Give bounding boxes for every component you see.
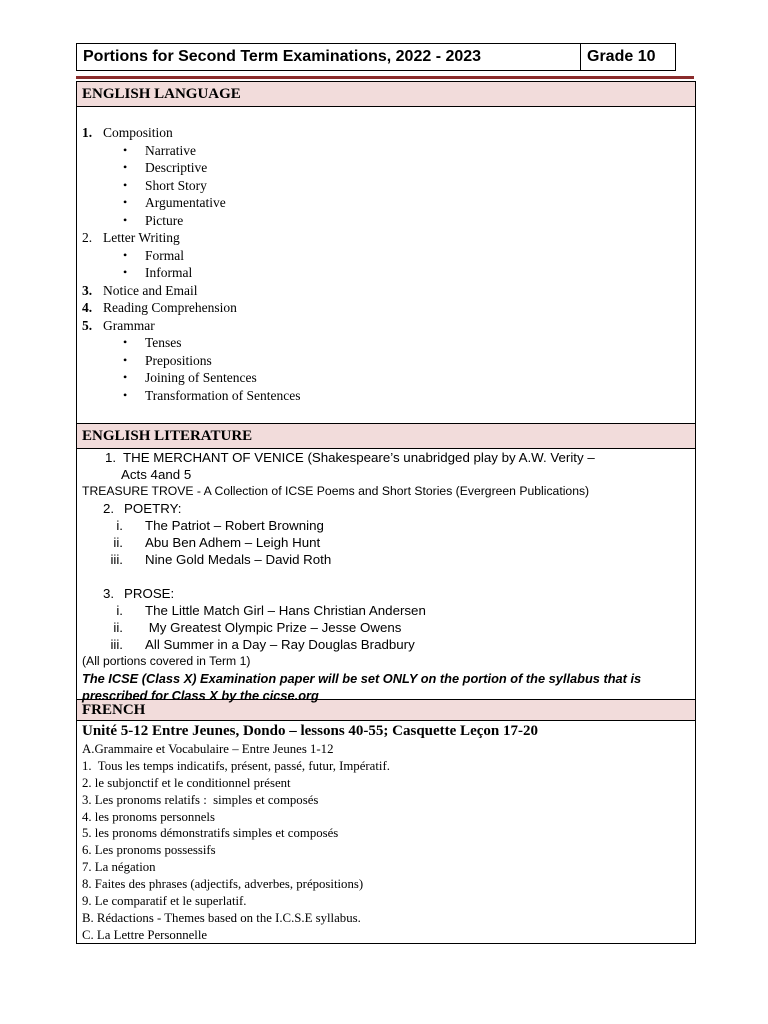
list-item — [77, 159, 695, 177]
list-item — [77, 247, 695, 265]
list-item — [77, 264, 695, 282]
list-item — [77, 212, 695, 230]
section-heading-english-language: ENGLISH LANGUAGE — [77, 82, 695, 107]
roman-number: i. — [116, 603, 123, 618]
subitem-label: Narrative — [145, 142, 196, 158]
list-item — [77, 369, 695, 387]
divider-rule — [76, 76, 694, 79]
list-text: All Summer in a Day – Ray Douglas Bradbury — [145, 637, 415, 652]
grade-label: Grade 10 — [587, 48, 656, 65]
bullet-icon: • — [123, 177, 128, 192]
list-item — [77, 387, 695, 405]
list-item: A.Grammaire et Vocabulaire – Entre Jeunes 1-12 — [82, 742, 334, 756]
icse-note-line-2: prescribed for Class X by the cicse.org — [82, 688, 319, 703]
roman-number: ii. — [113, 535, 123, 550]
item-label: Letter Writing — [103, 230, 180, 245]
icse-note-line-1: The ICSE (Class X) Examination paper will be set ONLY on the portion of the syllabus that is — [82, 671, 642, 686]
list-item — [77, 142, 695, 160]
list-item — [77, 585, 695, 602]
list-item: B. Rédactions - Themes based on the I.C.S.E syllabus. — [82, 910, 361, 925]
bullet-icon: • — [123, 265, 128, 279]
list-item — [77, 352, 695, 370]
play-acts: Acts 4and 5 — [121, 467, 192, 482]
poetry-label: POETRY: — [124, 501, 182, 516]
list-item: 8. Faites des phrases (adjectifs, adverbes, prépositions) — [82, 877, 364, 892]
subitem-label: Transformation of Sentences — [145, 387, 301, 403]
english-literature-content — [77, 449, 695, 703]
list-item: 5. les pronoms démonstratifs simples et composés — [82, 826, 339, 841]
subitem-label: Informal — [145, 265, 193, 280]
item-label: Grammar — [103, 317, 155, 333]
french-content — [77, 721, 695, 943]
list-item: 7. La négation — [82, 860, 156, 875]
list-text: My Greatest Olympic Prize – Jesse Owens — [145, 620, 402, 635]
subitem-label: Joining of Sentences — [145, 370, 257, 385]
list-item — [77, 334, 695, 352]
bullet-icon: • — [123, 212, 128, 227]
list-text: Nine Gold Medals – David Roth — [145, 552, 332, 567]
list-item — [77, 619, 695, 636]
subitem-label: Short Story — [145, 177, 207, 193]
list-item — [77, 177, 695, 195]
bullet-icon: • — [123, 142, 128, 157]
syllabus-table — [76, 81, 696, 944]
prose-label: PROSE: — [124, 586, 175, 601]
bullet-icon: • — [123, 195, 128, 209]
list-item — [77, 551, 695, 568]
list-item — [77, 229, 695, 247]
list-item — [77, 636, 695, 653]
list-item — [77, 534, 695, 551]
bullet-icon: • — [123, 352, 128, 367]
list-item — [77, 653, 695, 670]
list-item — [77, 517, 695, 534]
list-item — [77, 282, 695, 300]
list-item — [77, 500, 695, 517]
item-label: Notice and Email — [103, 282, 198, 298]
bullet-icon: • — [123, 160, 128, 174]
treasure-trove-text: TREASURE TROVE - A Collection of ICSE Poems and Short Stories (Evergreen Publications) — [82, 484, 590, 498]
list-text: Abu Ben Adhem – Leigh Hunt — [145, 535, 321, 550]
roman-number: iii. — [110, 552, 123, 567]
list-item — [77, 449, 695, 466]
play-title: THE MERCHANT OF VENICE (Shakespeare’s unabridged play by A.W. Verity – — [123, 450, 595, 465]
english-language-content — [77, 107, 695, 423]
roman-number: iii. — [110, 637, 123, 652]
roman-number: ii. — [113, 620, 123, 635]
list-item: 2. le subjonctif et le conditionnel présent — [82, 775, 291, 790]
list-item — [77, 670, 695, 687]
bullet-icon: • — [123, 335, 128, 349]
list-item: 1. Tous les temps indicatifs, présent, passé, futur, Impératif. — [82, 758, 390, 773]
roman-number: i. — [116, 518, 123, 533]
list-item — [77, 194, 695, 212]
list-item: 9. Le comparatif et le superlatif. — [82, 894, 247, 909]
item-number: 1. — [82, 125, 93, 140]
list-item — [77, 466, 695, 483]
list-item: 6. Les pronoms possessifs — [82, 843, 216, 858]
subitem-label: Formal — [145, 247, 184, 263]
item-number: 1. — [105, 450, 117, 465]
spacer — [77, 568, 695, 585]
bullet-icon: • — [123, 370, 128, 384]
subitem-label: Argumentative — [145, 195, 226, 210]
subitem-label: Picture — [145, 212, 184, 228]
title-box — [76, 43, 676, 71]
list-text: The Patriot – Robert Browning — [145, 518, 324, 533]
list-text: The Little Match Girl – Hans Christian Andersen — [145, 603, 426, 618]
list-item: 4. les pronoms personnels — [82, 809, 215, 824]
list-item — [77, 602, 695, 619]
subitem-label: Prepositions — [145, 352, 212, 368]
list-item — [77, 483, 695, 500]
list-item — [77, 124, 695, 142]
bullet-icon: • — [123, 247, 128, 262]
bullet-icon: • — [123, 387, 128, 402]
subitem-label: Descriptive — [145, 160, 208, 175]
french-title: Unité 5-12 Entre Jeunes, Dondo – lessons 40-55; Casquette Leçon 17-20 — [82, 723, 538, 739]
list-item: C. La Lettre Personnelle — [82, 927, 208, 942]
list-item: 3. Les pronoms relatifs : simples et composés — [82, 792, 319, 807]
item-number: 5. — [82, 317, 93, 333]
list-item — [77, 317, 695, 335]
subitem-label: Tenses — [145, 335, 182, 350]
item-number: 2. — [82, 230, 93, 245]
item-number: 3. — [82, 282, 93, 298]
item-number: 3. — [103, 586, 115, 601]
item-number: 2. — [103, 501, 115, 516]
term-note: (All portions covered in Term 1) — [82, 654, 251, 668]
list-item — [77, 687, 695, 704]
item-label: Composition — [103, 125, 173, 140]
page-title: Portions for Second Term Examinations, 2022 - 2023 — [77, 44, 581, 70]
list-item — [77, 299, 695, 317]
item-label: Reading Comprehension — [103, 300, 237, 315]
section-heading-english-literature: ENGLISH LITERATURE — [77, 423, 695, 449]
item-number: 4. — [82, 300, 93, 315]
section-heading-french: FRENCH — [77, 699, 695, 721]
